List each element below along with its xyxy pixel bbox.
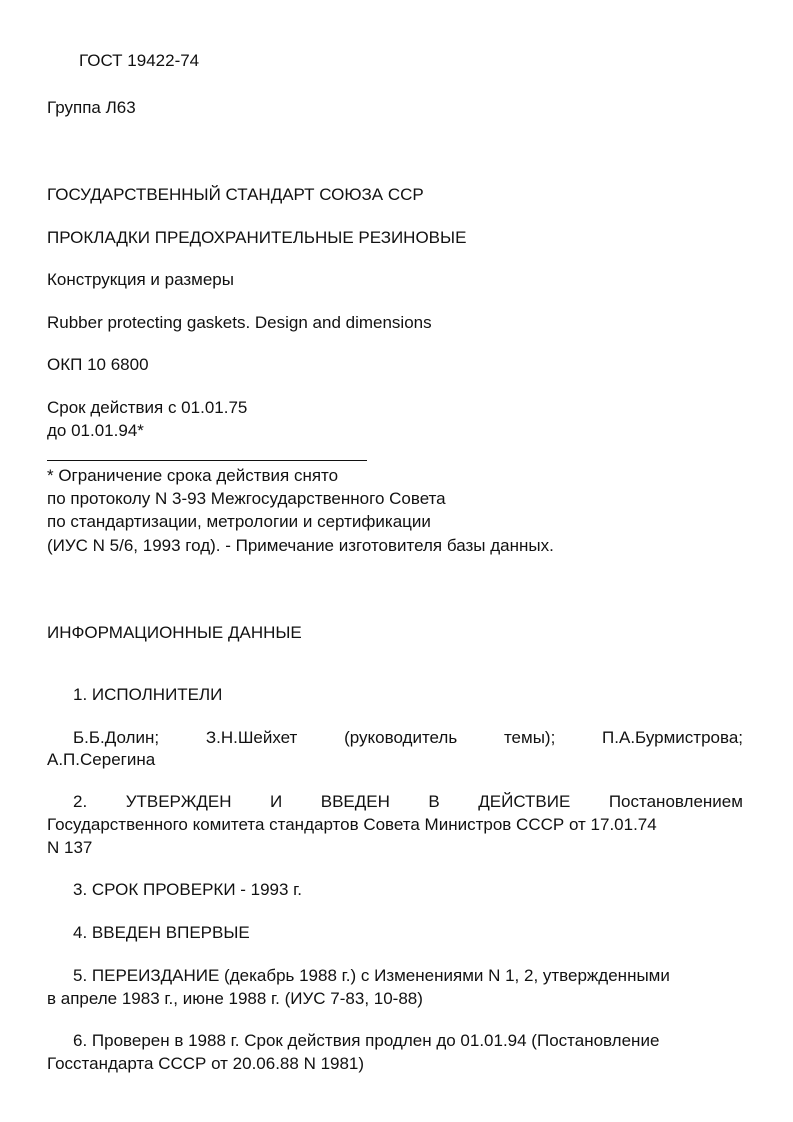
validity-start: Срок действия с 01.01.75 (47, 398, 248, 417)
item2-word: ДЕЙСТВИЕ (478, 792, 571, 811)
item2-line2: Государственного комитета стандартов Совета Министров СССР от 17.01.74 (47, 815, 657, 834)
item1-word: З.Н.Шейхет (205, 728, 298, 747)
item1-heading: 1. ИСПОЛНИТЕЛИ (73, 685, 223, 704)
item6-line2: Госстандарта СССР от 20.06.88 N 1981) (47, 1054, 365, 1073)
english-title: Rubber protecting gaskets. Design and dimensions (47, 313, 432, 332)
item3: 3. СРОК ПРОВЕРКИ - 1993 г. (73, 880, 303, 899)
item2-word: 2. (73, 792, 88, 811)
item5-line1: 5. ПЕРЕИЗДАНИЕ (декабрь 1988 г.) с Изменениями N 1, 2, утвержденными (73, 966, 670, 985)
item1-word: П.А.Бурмистрова; (602, 728, 743, 747)
state-standard-title: ГОСУДАРСТВЕННЫЙ СТАНДАРТ СОЮЗА ССР (47, 185, 424, 204)
item6-line1: 6. Проверен в 1988 г. Срок действия продлен до 01.01.94 (Постановление (73, 1031, 660, 1050)
document-subtitle: Конструкция и размеры (47, 270, 234, 289)
item2-word: Постановлением (608, 792, 743, 811)
info-heading: ИНФОРМАЦИОННЫЕ ДАННЫЕ (47, 623, 302, 642)
item4: 4. ВВЕДЕН ВПЕРВЫЕ (73, 923, 250, 942)
item2-line3: N 137 (47, 838, 93, 857)
item2-line1 (47, 790, 743, 813)
item5-line2: в апреле 1983 г., июне 1988 г. (ИУС 7-83, 10-88) (47, 989, 423, 1008)
document-title: ПРОКЛАДКИ ПРЕДОХРАНИТЕЛЬНЫЕ РЕЗИНОВЫЕ (47, 228, 467, 247)
item2-word: ВВЕДЕН (320, 792, 390, 811)
item1-word: Б.Б.Долин; (73, 728, 160, 747)
okp-code: ОКП 10 6800 (47, 355, 149, 374)
item1-word: (руководитель (344, 728, 458, 747)
footnote-line: по стандартизации, метрологии и сертификации (47, 512, 431, 531)
item2-word: УТВЕРЖДЕН (125, 792, 232, 811)
group-code: Группа Л63 (47, 98, 136, 117)
item2-word: И (270, 792, 283, 811)
item1-line1 (47, 726, 743, 749)
footnote-divider (47, 460, 367, 461)
footnote-line: по протоколу N 3-93 Межгосударственного Совета (47, 489, 446, 508)
footnote-line: * Ограничение срока действия снято (47, 466, 339, 485)
validity-end: до 01.01.94* (47, 421, 144, 440)
item1-word: темы); (503, 728, 556, 747)
gost-number: ГОСТ 19422-74 (79, 51, 200, 70)
footnote-line: (ИУС N 5/6, 1993 год). - Примечание изготовителя базы данных. (47, 536, 554, 555)
item2-word: В (428, 792, 440, 811)
item1-line2: А.П.Серегина (47, 750, 156, 769)
